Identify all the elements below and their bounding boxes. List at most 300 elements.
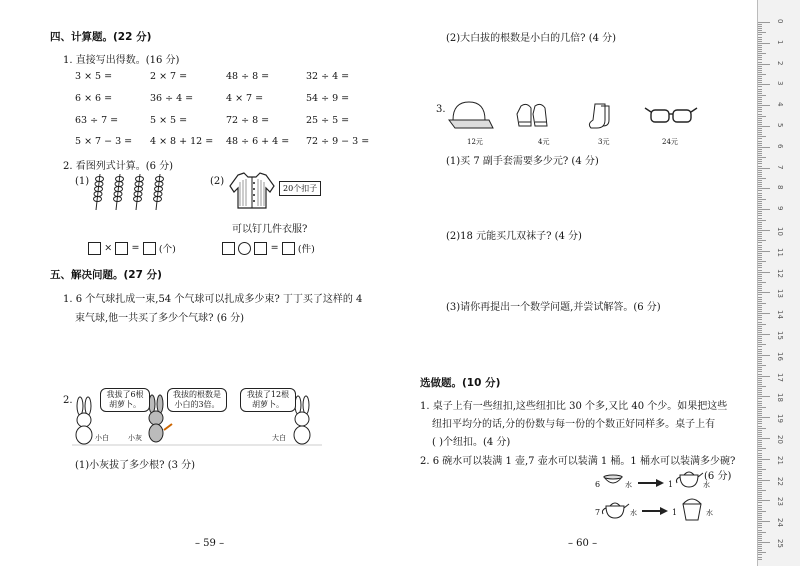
ruler-tick xyxy=(758,24,762,25)
ruler-tick xyxy=(758,542,770,543)
ruler-number: 0 xyxy=(776,19,784,24)
ruler-tick xyxy=(758,120,762,121)
ruler-tick xyxy=(758,346,762,347)
ruler-tick xyxy=(758,174,762,175)
answer-box[interactable] xyxy=(222,242,235,255)
calc-cell: 25 ÷ 5 = xyxy=(306,115,350,126)
ruler-tick xyxy=(758,151,762,152)
ruler-tick xyxy=(758,386,766,387)
ruler-tick xyxy=(758,419,762,420)
arrow-icon xyxy=(638,478,664,488)
ruler-tick xyxy=(758,259,762,260)
ruler-tick xyxy=(758,490,766,491)
ruler-tick xyxy=(758,190,762,191)
calc-cell: 63 ÷ 7 = xyxy=(75,115,119,126)
ruler-number: 18 xyxy=(776,393,784,403)
ruler-tick xyxy=(758,498,762,499)
side-ruler xyxy=(757,0,800,566)
ruler-tick xyxy=(758,374,762,375)
equals-sign: = xyxy=(131,242,140,254)
ruler-tick xyxy=(758,159,762,160)
ruler-tick xyxy=(758,155,762,156)
eq1-right-count: 1 xyxy=(668,480,674,489)
ruler-tick xyxy=(758,97,762,98)
ruler-tick xyxy=(758,505,762,506)
extra-1-line2: 纽扣平均分的话,分的份数与每一份的个数正好同样多。桌子上有 xyxy=(432,419,716,430)
ruler-tick xyxy=(758,278,762,279)
ruler-number: 23 xyxy=(776,497,784,507)
ruler-tick xyxy=(758,548,762,549)
calc-cell: 36 ÷ 4 = xyxy=(150,93,194,104)
ruler-tick xyxy=(758,478,762,479)
ruler-number: 12 xyxy=(776,268,784,278)
ruler-number: 1 xyxy=(776,39,784,45)
ruler-tick xyxy=(758,288,762,289)
ruler-tick xyxy=(758,326,762,327)
ruler-tick xyxy=(758,453,762,454)
ruler-tick xyxy=(758,186,762,187)
ruler-tick xyxy=(758,57,762,58)
ruler-tick xyxy=(758,413,762,414)
ruler-tick xyxy=(758,423,762,424)
goods-illustration xyxy=(445,98,705,138)
problem-1-line2: 束气球,他一共买了多少个气球? (6 分) xyxy=(75,313,245,324)
ruler-tick xyxy=(758,205,762,206)
ruler-tick xyxy=(758,513,762,514)
times-sign: × xyxy=(104,242,113,254)
ruler-tick xyxy=(758,457,762,458)
ruler-tick xyxy=(758,240,766,241)
calc-cell: 48 ÷ 8 = xyxy=(226,71,270,82)
ruler-tick xyxy=(758,384,762,385)
ruler-tick xyxy=(758,301,762,302)
ruler-tick xyxy=(758,365,766,366)
ruler-tick xyxy=(758,45,762,46)
ruler-tick xyxy=(758,26,762,27)
calc-cell: 3 × 5 = xyxy=(75,71,113,82)
bucket-icon xyxy=(679,496,705,522)
section-4-title: 四、计算题。(22 分) xyxy=(50,31,152,43)
ruler-tick xyxy=(758,222,762,223)
problem-3-q3: (3)请你再提出一个数学问题,并尝试解答。(6 分) xyxy=(446,302,661,313)
ruler-tick xyxy=(758,53,766,54)
ruler-tick xyxy=(758,161,762,162)
ruler-tick xyxy=(758,182,762,183)
ruler-tick xyxy=(758,230,770,231)
ruler-tick xyxy=(758,147,770,148)
ruler-tick xyxy=(758,459,770,460)
speech-bubble-xiaobai: 我拔了6根胡萝卜。 xyxy=(100,388,150,412)
ruler-tick xyxy=(758,309,762,310)
ruler-tick xyxy=(758,134,762,135)
calc-cell: 72 ÷ 9 − 3 = xyxy=(306,136,370,147)
eq2-left-count: 7 xyxy=(595,508,601,517)
ruler-tick xyxy=(758,242,762,243)
ruler-tick xyxy=(758,371,762,372)
ruler-tick xyxy=(758,367,762,368)
ruler-tick xyxy=(758,253,762,254)
cap-icon xyxy=(449,102,493,128)
ruler-tick xyxy=(758,398,762,399)
eq2-right-count: 1 xyxy=(672,508,678,517)
calc-cell: 5 × 5 = xyxy=(150,115,188,126)
ruler-tick xyxy=(758,265,762,266)
ruler-tick xyxy=(758,68,762,69)
ruler-number: 11 xyxy=(776,247,784,257)
ruler-number: 20 xyxy=(776,435,784,444)
kettle-icon xyxy=(600,498,630,520)
ruler-tick xyxy=(758,394,762,395)
rabbit-label-dabai: 大白 xyxy=(272,434,286,442)
ruler-tick xyxy=(758,552,766,553)
ruler-tick xyxy=(758,122,762,123)
q2-title: 2. 看图列式计算。(6 分) xyxy=(63,161,174,172)
part2-question: 可以钉几件衣服? xyxy=(232,224,308,235)
calc-cell: 5 × 7 − 3 = xyxy=(75,136,133,147)
ruler-tick xyxy=(758,272,770,273)
ruler-tick xyxy=(758,361,762,362)
skewers-illustration xyxy=(90,172,175,212)
jacket-illustration xyxy=(228,170,276,210)
ruler-tick xyxy=(758,261,766,262)
ruler-tick xyxy=(758,475,762,476)
price-gloves: 4元 xyxy=(538,138,550,146)
button-count-tag xyxy=(279,181,321,196)
ruler-tick xyxy=(758,355,770,356)
ruler-number: 10 xyxy=(776,227,784,236)
ruler-tick xyxy=(758,280,762,281)
ruler-tick xyxy=(758,403,762,404)
ruler-tick xyxy=(758,392,762,393)
ruler-tick xyxy=(758,540,762,541)
ruler-tick xyxy=(758,328,762,329)
ruler-number: 21 xyxy=(776,455,784,465)
ruler-tick xyxy=(758,538,762,539)
ruler-tick xyxy=(758,132,762,133)
ruler-tick xyxy=(758,30,762,31)
ruler-tick xyxy=(758,218,762,219)
ruler-number: 16 xyxy=(776,351,784,361)
ruler-tick xyxy=(758,232,762,233)
ruler-tick xyxy=(758,228,762,229)
ruler-tick xyxy=(758,409,762,410)
calc-cell: 4 × 7 = xyxy=(226,93,264,104)
answer-box[interactable] xyxy=(282,242,295,255)
problem-1-line1: 1. 6 个气球扎成一束,54 个气球可以扎成多少束? 丁丁买了这样的 4 xyxy=(63,294,363,305)
ruler-tick xyxy=(758,163,762,164)
ruler-tick xyxy=(758,353,762,354)
ruler-tick xyxy=(758,70,762,71)
ruler-tick xyxy=(758,407,766,408)
ruler-tick xyxy=(758,415,762,416)
ruler-number: 22 xyxy=(776,476,784,486)
ruler-number: 17 xyxy=(776,372,784,382)
ruler-tick xyxy=(758,180,762,181)
ruler-tick xyxy=(758,64,770,65)
ruler-tick xyxy=(758,494,762,495)
ruler-tick xyxy=(758,203,762,204)
ruler-tick xyxy=(758,436,762,437)
ruler-tick xyxy=(758,502,762,503)
ruler-tick xyxy=(758,461,762,462)
ruler-tick xyxy=(758,109,762,110)
ruler-tick xyxy=(758,342,762,343)
ruler-tick xyxy=(758,349,762,350)
ruler-tick xyxy=(758,511,766,512)
rabbit-label-xiaobai: 小白 xyxy=(95,434,109,442)
ruler-tick xyxy=(758,480,770,481)
ruler-tick xyxy=(758,473,762,474)
ruler-tick xyxy=(758,488,762,489)
ruler-tick xyxy=(758,263,762,264)
ruler-number: 7 xyxy=(776,164,784,170)
ruler-tick xyxy=(758,28,762,29)
ruler-tick xyxy=(758,446,762,447)
ruler-tick xyxy=(758,172,762,173)
ruler-number: 3 xyxy=(776,81,784,86)
ruler-tick xyxy=(758,168,770,169)
ruler-tick xyxy=(758,411,762,412)
part2-answer-row xyxy=(222,241,315,255)
socks-icon xyxy=(589,104,609,128)
ruler-tick xyxy=(758,546,762,547)
ruler-tick xyxy=(758,211,762,212)
calc-cell: 32 ÷ 4 = xyxy=(306,71,350,82)
ruler-tick xyxy=(758,440,762,441)
ruler-tick xyxy=(758,455,762,456)
part1-label: (1) xyxy=(75,176,90,187)
ruler-tick xyxy=(758,236,762,237)
ruler-tick xyxy=(758,39,762,40)
ruler-tick xyxy=(758,317,762,318)
ruler-number: 2 xyxy=(776,60,784,66)
ruler-tick xyxy=(758,184,762,185)
ruler-tick xyxy=(758,249,762,250)
ruler-tick xyxy=(758,114,762,115)
ruler-tick xyxy=(758,396,770,397)
ruler-tick xyxy=(758,197,762,198)
optional-section-title: 选做题。(10 分) xyxy=(420,377,501,389)
ruler-tick xyxy=(758,124,762,125)
ruler-tick xyxy=(758,178,766,179)
ruler-tick xyxy=(758,544,762,545)
eq2-water-label: 水 xyxy=(630,509,637,517)
unit-label: (个) xyxy=(158,244,176,255)
answer-box[interactable] xyxy=(143,242,156,255)
button-count-text: 20个扣子 xyxy=(283,184,318,193)
ruler-tick xyxy=(758,523,762,524)
ruler-tick xyxy=(758,482,762,483)
ruler-tick xyxy=(758,234,762,235)
ruler-number: 13 xyxy=(776,289,784,299)
ruler-tick xyxy=(758,51,762,52)
ruler-tick xyxy=(758,315,762,316)
ruler-tick xyxy=(758,521,770,522)
ruler-tick xyxy=(758,550,762,551)
ruler-tick xyxy=(758,62,762,63)
ruler-tick xyxy=(758,500,770,501)
ruler-tick xyxy=(758,22,770,23)
ruler-number: 24 xyxy=(776,518,784,528)
ruler-tick xyxy=(758,207,762,208)
ruler-tick xyxy=(758,37,762,38)
ruler-tick xyxy=(758,448,766,449)
ruler-tick xyxy=(758,166,762,167)
ruler-tick xyxy=(758,176,762,177)
q1-title: 1. 直接写出得数。(16 分) xyxy=(63,55,180,66)
ruler-tick xyxy=(758,401,762,402)
ruler-tick xyxy=(758,428,766,429)
ruler-tick xyxy=(758,554,762,555)
ruler-tick xyxy=(758,297,762,298)
ruler-number: 4 xyxy=(776,102,784,107)
ruler-tick xyxy=(758,247,762,248)
ruler-tick xyxy=(758,532,766,533)
ruler-tick xyxy=(758,496,762,497)
ruler-tick xyxy=(758,99,762,100)
ruler-tick xyxy=(758,72,762,73)
answer-box[interactable] xyxy=(254,242,267,255)
ruler-tick xyxy=(758,527,762,528)
ruler-tick xyxy=(758,130,762,131)
ruler-tick xyxy=(758,536,762,537)
ruler-tick xyxy=(758,444,762,445)
ruler-tick xyxy=(758,267,762,268)
calc-cell: 54 ÷ 9 = xyxy=(306,93,350,104)
ruler-tick xyxy=(758,305,762,306)
ruler-tick xyxy=(758,47,762,48)
ruler-tick xyxy=(758,369,762,370)
ruler-tick xyxy=(758,486,762,487)
ruler-tick xyxy=(758,530,762,531)
ruler-tick xyxy=(758,215,762,216)
ruler-tick xyxy=(758,450,762,451)
problem-3-q1: (1)买 7 副手套需要多少元? (4 分) xyxy=(446,156,599,167)
ruler-tick xyxy=(758,276,762,277)
ruler-tick xyxy=(758,344,766,345)
calc-cell: 6 × 6 = xyxy=(75,93,113,104)
operator-circle[interactable] xyxy=(238,242,251,255)
eq1-left-count: 6 xyxy=(595,480,601,489)
ruler-tick xyxy=(758,209,770,210)
ruler-tick xyxy=(758,390,762,391)
ruler-tick xyxy=(758,105,770,106)
calc-cell: 48 ÷ 6 + 4 = xyxy=(226,136,290,147)
calc-cell: 2 × 7 = xyxy=(150,71,188,82)
ruler-tick xyxy=(758,188,770,189)
ruler-tick xyxy=(758,284,762,285)
ruler-tick xyxy=(758,238,762,239)
section-5-title: 五、解决问题。(27 分) xyxy=(50,269,162,281)
glasses-icon xyxy=(645,108,697,122)
ruler-tick xyxy=(758,255,762,256)
ruler-tick xyxy=(758,226,762,227)
part2-label: (2) xyxy=(210,176,225,187)
kettle-icon xyxy=(674,467,704,489)
equals-sign: = xyxy=(270,242,279,254)
ruler-tick xyxy=(758,442,762,443)
ruler-tick xyxy=(758,307,762,308)
bowl-icon xyxy=(602,471,624,489)
ruler-tick xyxy=(758,251,770,252)
ruler-tick xyxy=(758,66,762,67)
problem-3-number: 3. xyxy=(436,104,446,115)
ruler-tick xyxy=(758,405,762,406)
ruler-tick xyxy=(758,201,762,202)
ruler-tick xyxy=(758,101,762,102)
ruler-tick xyxy=(758,417,770,418)
unit-label: (件) xyxy=(297,244,315,255)
ruler-tick xyxy=(758,107,762,108)
answer-box[interactable] xyxy=(88,242,101,255)
gloves-icon xyxy=(517,104,547,126)
ruler-tick xyxy=(758,463,762,464)
ruler-tick xyxy=(758,471,762,472)
ruler-tick xyxy=(758,282,766,283)
ruler-tick xyxy=(758,492,762,493)
ruler-tick xyxy=(758,43,770,44)
calc-cell: 72 ÷ 8 = xyxy=(226,115,270,126)
ruler-tick xyxy=(758,220,766,221)
eq1-water-label-2: 水 xyxy=(703,481,710,489)
ruler-tick xyxy=(758,118,762,119)
ruler-tick xyxy=(758,311,762,312)
ruler-tick xyxy=(758,426,762,427)
speech-bubble-xiaohui: 我拔的根数是小白的3倍。 xyxy=(167,388,227,412)
problem-2-q1: (1)小灰拔了多少根? (3 分) xyxy=(75,460,196,471)
arrow-icon xyxy=(642,506,668,516)
ruler-tick xyxy=(758,357,762,358)
ruler-tick xyxy=(758,84,770,85)
ruler-tick xyxy=(758,149,762,150)
ruler-tick xyxy=(758,432,762,433)
ruler-tick xyxy=(758,519,762,520)
ruler-tick xyxy=(758,93,762,94)
extra-2-score: (6 分) xyxy=(704,471,732,482)
ruler-tick xyxy=(758,465,762,466)
ruler-tick xyxy=(758,359,762,360)
ruler-tick xyxy=(758,382,762,383)
ruler-tick xyxy=(758,111,762,112)
ruler-tick xyxy=(758,274,762,275)
ruler-tick xyxy=(758,91,762,92)
ruler-number: 19 xyxy=(776,414,784,424)
ruler-tick xyxy=(758,469,766,470)
page-number-right: – 60 – xyxy=(568,538,598,549)
ruler-tick xyxy=(758,170,762,171)
ruler-tick xyxy=(758,438,770,439)
part1-answer-row xyxy=(88,241,176,255)
ruler-tick xyxy=(758,103,762,104)
ruler-tick xyxy=(758,376,770,377)
answer-box[interactable] xyxy=(115,242,128,255)
ruler-tick xyxy=(758,224,762,225)
ruler-tick xyxy=(758,270,762,271)
problem-2-number: 2. xyxy=(63,395,73,406)
ruler-tick xyxy=(758,484,762,485)
ruler-tick xyxy=(758,141,762,142)
ruler-tick xyxy=(758,41,762,42)
eq2-water-label-2: 水 xyxy=(706,509,713,517)
ruler-tick xyxy=(758,82,762,83)
ruler-number: 25 xyxy=(776,539,784,548)
ruler-tick xyxy=(758,89,762,90)
ruler-tick xyxy=(758,126,770,127)
calc-cell: 4 × 8 + 12 = xyxy=(150,136,214,147)
ruler-tick xyxy=(758,509,762,510)
ruler-tick xyxy=(758,467,762,468)
ruler-tick xyxy=(758,55,762,56)
